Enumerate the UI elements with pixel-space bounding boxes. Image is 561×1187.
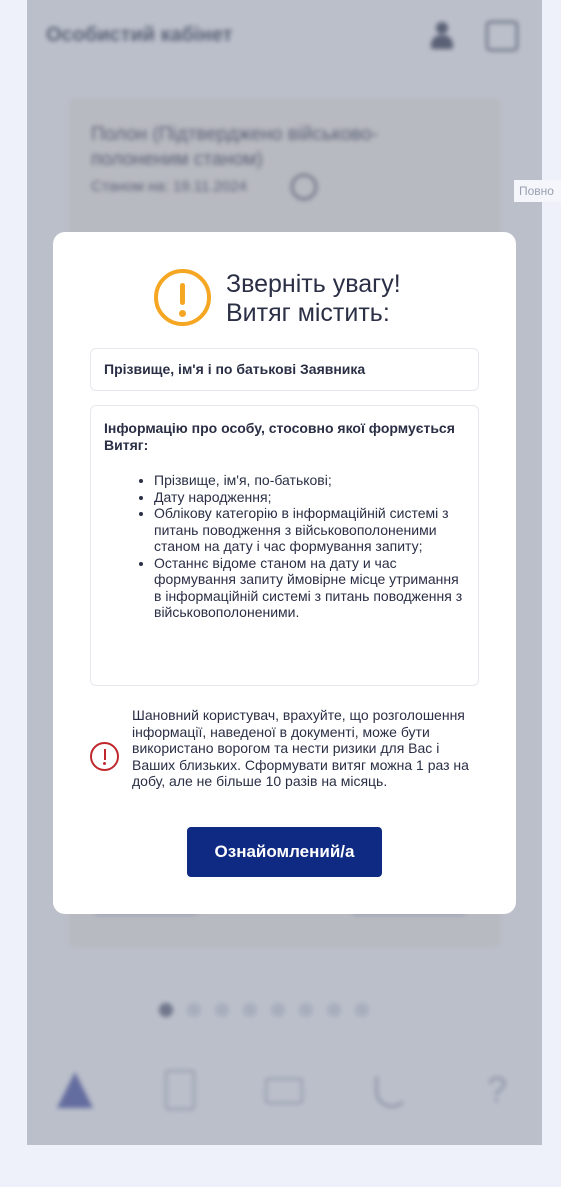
acknowledge-button[interactable]: Ознайомлений/а <box>187 827 382 877</box>
dialog-title <box>226 270 476 328</box>
subject-info-box <box>90 405 479 686</box>
list-item: • Дату народження; <box>154 489 465 506</box>
subject-info-list <box>104 472 465 621</box>
dialog-title-line1: Зверніть увагу! <box>226 270 401 298</box>
list-item: • Прізвище, ім'я, по-батькові; <box>154 472 465 489</box>
subject-info-heading: Інформацію про особу, стосовно якої формується Витяг: <box>104 420 455 453</box>
alert-icon <box>90 742 119 771</box>
list-item: • Останнє відоме станом на дату и час формування запиту ймовірне місце утримання в інформаційній системі з питань поводження з військовополоненими. <box>154 555 465 621</box>
risk-notice <box>90 707 479 812</box>
applicant-label: Прізвище, ім'я і по батькові Заявника <box>104 361 366 377</box>
dialog-title-line2: Витяг містить: <box>226 299 390 327</box>
applicant-box <box>90 348 479 391</box>
list-item: • Облікову категорію в інформаційній системі з питань поводження з військовополоненими станом на дату і час формування запиту; <box>154 505 465 555</box>
warning-dialog <box>53 232 516 914</box>
side-label: Повно <box>514 180 561 202</box>
risk-notice-text: Шановний користувач, врахуйте, що розголошення інформації, наведеної в документі, може бути використано ворогом та нести ризики для Вас і Ваших близьких. Сформувати витяг можна 1 раз на добу, але не більше 10 разів на місяць. <box>132 707 469 789</box>
warning-icon <box>154 269 211 326</box>
